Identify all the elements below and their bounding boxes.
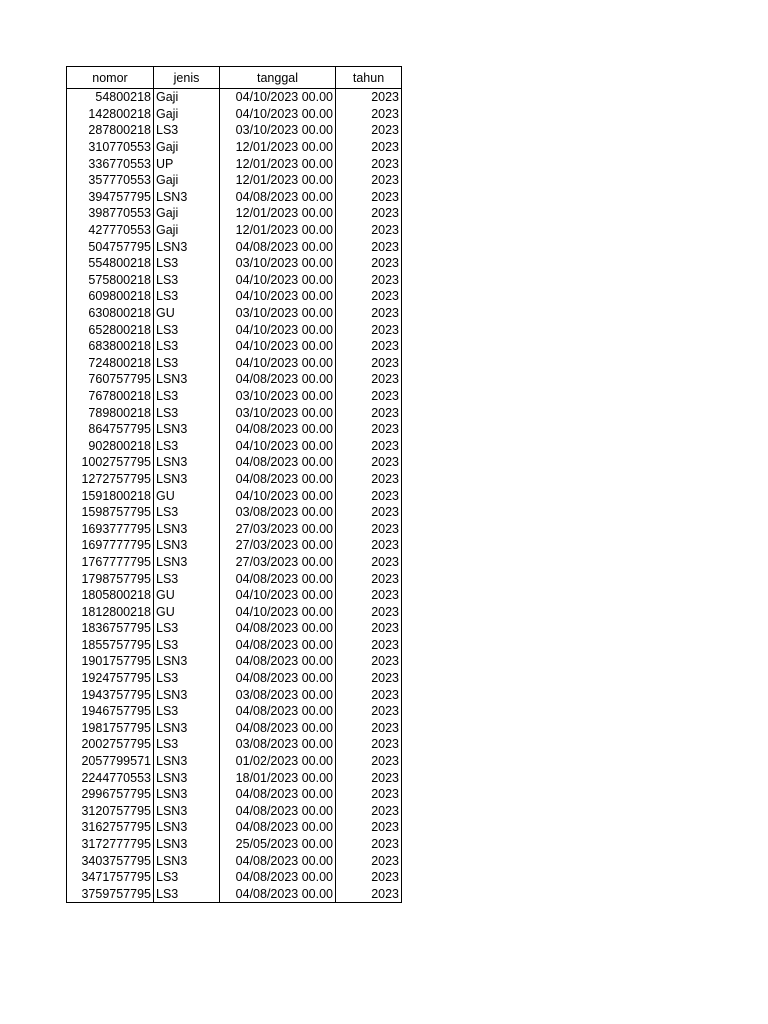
cell-tahun: 2023: [336, 139, 402, 156]
table-row: [67, 570, 402, 587]
cell-tahun: 2023: [336, 703, 402, 720]
cell-tahun: 2023: [336, 172, 402, 189]
cell-tahun: 2023: [336, 852, 402, 869]
cell-jenis: LS3: [154, 736, 220, 753]
cell-tahun: 2023: [336, 487, 402, 504]
cell-jenis: LS3: [154, 637, 220, 654]
cell-jenis: GU: [154, 305, 220, 322]
cell-nomor: 789800218: [67, 404, 154, 421]
cell-tahun: 2023: [336, 736, 402, 753]
cell-nomor: 3162757795: [67, 819, 154, 836]
table-row: [67, 421, 402, 438]
cell-tanggal: 04/08/2023 00.00: [220, 421, 336, 438]
cell-tanggal: 04/08/2023 00.00: [220, 471, 336, 488]
cell-tahun: 2023: [336, 637, 402, 654]
cell-jenis: LSN3: [154, 421, 220, 438]
cell-tahun: 2023: [336, 388, 402, 405]
table-row: [67, 603, 402, 620]
cell-tanggal: 04/10/2023 00.00: [220, 288, 336, 305]
table-row: [67, 338, 402, 355]
cell-tahun: 2023: [336, 537, 402, 554]
cell-tanggal: 12/01/2023 00.00: [220, 222, 336, 239]
table-row: [67, 670, 402, 687]
cell-tahun: 2023: [336, 753, 402, 770]
table-row: [67, 89, 402, 106]
cell-tanggal: 12/01/2023 00.00: [220, 139, 336, 156]
table-row: [67, 852, 402, 869]
data-table: [66, 66, 402, 903]
cell-tahun: 2023: [336, 338, 402, 355]
cell-tanggal: 04/10/2023 00.00: [220, 89, 336, 106]
cell-tahun: 2023: [336, 886, 402, 903]
cell-tanggal: 03/10/2023 00.00: [220, 404, 336, 421]
cell-jenis: LS3: [154, 504, 220, 521]
cell-tanggal: 12/01/2023 00.00: [220, 172, 336, 189]
table-row: [67, 437, 402, 454]
table-body: [67, 89, 402, 903]
cell-tahun: 2023: [336, 371, 402, 388]
table-row: [67, 189, 402, 206]
cell-nomor: 609800218: [67, 288, 154, 305]
header-jenis: jenis: [154, 67, 220, 89]
cell-tanggal: 04/10/2023 00.00: [220, 587, 336, 604]
cell-nomor: 336770553: [67, 155, 154, 172]
table-row: [67, 255, 402, 272]
cell-jenis: LSN3: [154, 189, 220, 206]
cell-jenis: LSN3: [154, 686, 220, 703]
cell-tahun: 2023: [336, 106, 402, 123]
cell-jenis: LSN3: [154, 720, 220, 737]
cell-tahun: 2023: [336, 504, 402, 521]
cell-tanggal: 04/10/2023 00.00: [220, 321, 336, 338]
cell-nomor: 575800218: [67, 272, 154, 289]
cell-nomor: 683800218: [67, 338, 154, 355]
cell-tanggal: 12/01/2023 00.00: [220, 205, 336, 222]
table-row: [67, 454, 402, 471]
cell-tahun: 2023: [336, 255, 402, 272]
cell-tanggal: 18/01/2023 00.00: [220, 769, 336, 786]
table-row: [67, 769, 402, 786]
cell-nomor: 554800218: [67, 255, 154, 272]
cell-tanggal: 04/10/2023 00.00: [220, 487, 336, 504]
cell-tahun: 2023: [336, 520, 402, 537]
cell-tahun: 2023: [336, 89, 402, 106]
table-row: [67, 305, 402, 322]
table-header: [67, 67, 402, 89]
cell-jenis: LSN3: [154, 852, 220, 869]
cell-jenis: GU: [154, 487, 220, 504]
cell-jenis: LS3: [154, 437, 220, 454]
table-row: [67, 355, 402, 372]
table-row: [67, 753, 402, 770]
cell-nomor: 3403757795: [67, 852, 154, 869]
table-row: [67, 653, 402, 670]
cell-tanggal: 04/10/2023 00.00: [220, 272, 336, 289]
table-row: [67, 886, 402, 903]
cell-tanggal: 03/10/2023 00.00: [220, 122, 336, 139]
cell-tanggal: 04/08/2023 00.00: [220, 653, 336, 670]
cell-tahun: 2023: [336, 421, 402, 438]
cell-tanggal: 04/10/2023 00.00: [220, 437, 336, 454]
table-row: [67, 587, 402, 604]
table-row: [67, 106, 402, 123]
header-tanggal: tanggal: [220, 67, 336, 89]
cell-jenis: LSN3: [154, 753, 220, 770]
table-row: [67, 720, 402, 737]
table-row: [67, 321, 402, 338]
cell-tanggal: 04/08/2023 00.00: [220, 803, 336, 820]
table-row: [67, 686, 402, 703]
cell-tanggal: 04/08/2023 00.00: [220, 720, 336, 737]
cell-jenis: LSN3: [154, 520, 220, 537]
cell-tahun: 2023: [336, 836, 402, 853]
cell-jenis: LSN3: [154, 537, 220, 554]
cell-jenis: Gaji: [154, 222, 220, 239]
cell-jenis: LS3: [154, 272, 220, 289]
cell-tanggal: 04/10/2023 00.00: [220, 338, 336, 355]
cell-jenis: LSN3: [154, 653, 220, 670]
table-row: [67, 504, 402, 521]
cell-tanggal: 01/02/2023 00.00: [220, 753, 336, 770]
cell-tanggal: 25/05/2023 00.00: [220, 836, 336, 853]
cell-tahun: 2023: [336, 769, 402, 786]
cell-jenis: LSN3: [154, 238, 220, 255]
cell-nomor: 287800218: [67, 122, 154, 139]
cell-nomor: 1598757795: [67, 504, 154, 521]
cell-tanggal: 03/10/2023 00.00: [220, 305, 336, 322]
table-row: [67, 404, 402, 421]
table-row: [67, 703, 402, 720]
table-row: [67, 736, 402, 753]
cell-nomor: 398770553: [67, 205, 154, 222]
cell-tanggal: 03/10/2023 00.00: [220, 255, 336, 272]
cell-tahun: 2023: [336, 288, 402, 305]
cell-jenis: LS3: [154, 404, 220, 421]
cell-tanggal: 03/08/2023 00.00: [220, 736, 336, 753]
cell-jenis: LSN3: [154, 454, 220, 471]
cell-tahun: 2023: [336, 686, 402, 703]
cell-tanggal: 04/08/2023 00.00: [220, 620, 336, 637]
header-tahun: tahun: [336, 67, 402, 89]
cell-tahun: 2023: [336, 321, 402, 338]
cell-jenis: LS3: [154, 886, 220, 903]
cell-tanggal: 04/10/2023 00.00: [220, 355, 336, 372]
cell-nomor: 1812800218: [67, 603, 154, 620]
cell-nomor: 724800218: [67, 355, 154, 372]
cell-tahun: 2023: [336, 437, 402, 454]
cell-nomor: 1002757795: [67, 454, 154, 471]
cell-tahun: 2023: [336, 205, 402, 222]
cell-nomor: 760757795: [67, 371, 154, 388]
cell-jenis: LSN3: [154, 371, 220, 388]
cell-nomor: 3172777795: [67, 836, 154, 853]
cell-nomor: 394757795: [67, 189, 154, 206]
table-row: [67, 819, 402, 836]
table-row: [67, 786, 402, 803]
cell-tanggal: 04/10/2023 00.00: [220, 106, 336, 123]
cell-nomor: 1924757795: [67, 670, 154, 687]
cell-nomor: 652800218: [67, 321, 154, 338]
cell-nomor: 142800218: [67, 106, 154, 123]
table-row: [67, 487, 402, 504]
cell-jenis: LSN3: [154, 803, 220, 820]
cell-tanggal: 04/08/2023 00.00: [220, 852, 336, 869]
cell-jenis: LS3: [154, 869, 220, 886]
cell-jenis: Gaji: [154, 139, 220, 156]
cell-nomor: 2002757795: [67, 736, 154, 753]
cell-nomor: 3471757795: [67, 869, 154, 886]
cell-tanggal: 04/08/2023 00.00: [220, 637, 336, 654]
cell-nomor: 2244770553: [67, 769, 154, 786]
table-row: [67, 520, 402, 537]
cell-jenis: LSN3: [154, 819, 220, 836]
cell-jenis: LS3: [154, 670, 220, 687]
cell-tahun: 2023: [336, 122, 402, 139]
cell-jenis: LS3: [154, 255, 220, 272]
cell-tanggal: 04/08/2023 00.00: [220, 886, 336, 903]
header-row: [67, 67, 402, 89]
cell-tanggal: 04/08/2023 00.00: [220, 570, 336, 587]
cell-nomor: 1901757795: [67, 653, 154, 670]
cell-tahun: 2023: [336, 155, 402, 172]
cell-tahun: 2023: [336, 355, 402, 372]
cell-tanggal: 12/01/2023 00.00: [220, 155, 336, 172]
table-row: [67, 139, 402, 156]
table-row: [67, 388, 402, 405]
table-row: [67, 371, 402, 388]
table-row: [67, 554, 402, 571]
cell-tanggal: 04/08/2023 00.00: [220, 371, 336, 388]
cell-tahun: 2023: [336, 404, 402, 421]
cell-jenis: LSN3: [154, 836, 220, 853]
cell-nomor: 1943757795: [67, 686, 154, 703]
cell-nomor: 1697777795: [67, 537, 154, 554]
cell-jenis: Gaji: [154, 172, 220, 189]
cell-tanggal: 27/03/2023 00.00: [220, 520, 336, 537]
cell-tahun: 2023: [336, 471, 402, 488]
cell-tanggal: 04/08/2023 00.00: [220, 670, 336, 687]
cell-nomor: 504757795: [67, 238, 154, 255]
cell-tahun: 2023: [336, 189, 402, 206]
cell-jenis: LS3: [154, 620, 220, 637]
cell-jenis: LS3: [154, 355, 220, 372]
table-row: [67, 637, 402, 654]
cell-nomor: 1981757795: [67, 720, 154, 737]
cell-nomor: 902800218: [67, 437, 154, 454]
cell-jenis: GU: [154, 603, 220, 620]
table-row: [67, 803, 402, 820]
cell-jenis: LS3: [154, 338, 220, 355]
cell-jenis: Gaji: [154, 89, 220, 106]
cell-jenis: LSN3: [154, 471, 220, 488]
table-row: [67, 172, 402, 189]
cell-tahun: 2023: [336, 803, 402, 820]
cell-tahun: 2023: [336, 653, 402, 670]
cell-tahun: 2023: [336, 587, 402, 604]
cell-tahun: 2023: [336, 272, 402, 289]
cell-jenis: LS3: [154, 288, 220, 305]
cell-nomor: 1591800218: [67, 487, 154, 504]
cell-tahun: 2023: [336, 238, 402, 255]
cell-tahun: 2023: [336, 670, 402, 687]
cell-nomor: 1836757795: [67, 620, 154, 637]
cell-tahun: 2023: [336, 554, 402, 571]
cell-nomor: 864757795: [67, 421, 154, 438]
cell-jenis: UP: [154, 155, 220, 172]
table-row: [67, 155, 402, 172]
table-row: [67, 222, 402, 239]
cell-nomor: 54800218: [67, 89, 154, 106]
cell-tanggal: 04/08/2023 00.00: [220, 189, 336, 206]
cell-jenis: Gaji: [154, 205, 220, 222]
cell-nomor: 1805800218: [67, 587, 154, 604]
table-row: [67, 122, 402, 139]
cell-jenis: LS3: [154, 321, 220, 338]
table-row: [67, 272, 402, 289]
cell-nomor: 630800218: [67, 305, 154, 322]
table-row: [67, 620, 402, 637]
cell-jenis: LS3: [154, 570, 220, 587]
cell-jenis: Gaji: [154, 106, 220, 123]
cell-nomor: 3120757795: [67, 803, 154, 820]
cell-tahun: 2023: [336, 620, 402, 637]
cell-jenis: LSN3: [154, 554, 220, 571]
cell-tanggal: 04/08/2023 00.00: [220, 786, 336, 803]
cell-tanggal: 03/10/2023 00.00: [220, 388, 336, 405]
table-row: [67, 537, 402, 554]
cell-tahun: 2023: [336, 570, 402, 587]
cell-tahun: 2023: [336, 305, 402, 322]
cell-nomor: 1272757795: [67, 471, 154, 488]
cell-jenis: LS3: [154, 122, 220, 139]
cell-nomor: 1798757795: [67, 570, 154, 587]
cell-tanggal: 04/08/2023 00.00: [220, 869, 336, 886]
cell-tahun: 2023: [336, 786, 402, 803]
cell-tanggal: 04/10/2023 00.00: [220, 603, 336, 620]
cell-tanggal: 04/08/2023 00.00: [220, 238, 336, 255]
cell-nomor: 427770553: [67, 222, 154, 239]
cell-tahun: 2023: [336, 454, 402, 471]
cell-tahun: 2023: [336, 869, 402, 886]
cell-nomor: 357770553: [67, 172, 154, 189]
cell-nomor: 2996757795: [67, 786, 154, 803]
cell-nomor: 1946757795: [67, 703, 154, 720]
table-row: [67, 836, 402, 853]
cell-jenis: LS3: [154, 703, 220, 720]
cell-jenis: LSN3: [154, 769, 220, 786]
cell-tanggal: 04/08/2023 00.00: [220, 454, 336, 471]
cell-tanggal: 04/08/2023 00.00: [220, 703, 336, 720]
cell-jenis: GU: [154, 587, 220, 604]
table-row: [67, 238, 402, 255]
table-row: [67, 869, 402, 886]
cell-tahun: 2023: [336, 222, 402, 239]
cell-nomor: 2057799571: [67, 753, 154, 770]
cell-nomor: 310770553: [67, 139, 154, 156]
cell-nomor: 1693777795: [67, 520, 154, 537]
cell-nomor: 3759757795: [67, 886, 154, 903]
cell-tanggal: 04/08/2023 00.00: [220, 819, 336, 836]
table-row: [67, 288, 402, 305]
cell-tanggal: 27/03/2023 00.00: [220, 537, 336, 554]
cell-tahun: 2023: [336, 819, 402, 836]
table-row: [67, 205, 402, 222]
cell-tahun: 2023: [336, 720, 402, 737]
cell-tanggal: 03/08/2023 00.00: [220, 686, 336, 703]
cell-nomor: 1767777795: [67, 554, 154, 571]
header-nomor: nomor: [67, 67, 154, 89]
cell-nomor: 767800218: [67, 388, 154, 405]
cell-jenis: LS3: [154, 388, 220, 405]
cell-tanggal: 27/03/2023 00.00: [220, 554, 336, 571]
cell-jenis: LSN3: [154, 786, 220, 803]
table-row: [67, 471, 402, 488]
cell-tanggal: 03/08/2023 00.00: [220, 504, 336, 521]
cell-nomor: 1855757795: [67, 637, 154, 654]
cell-tahun: 2023: [336, 603, 402, 620]
